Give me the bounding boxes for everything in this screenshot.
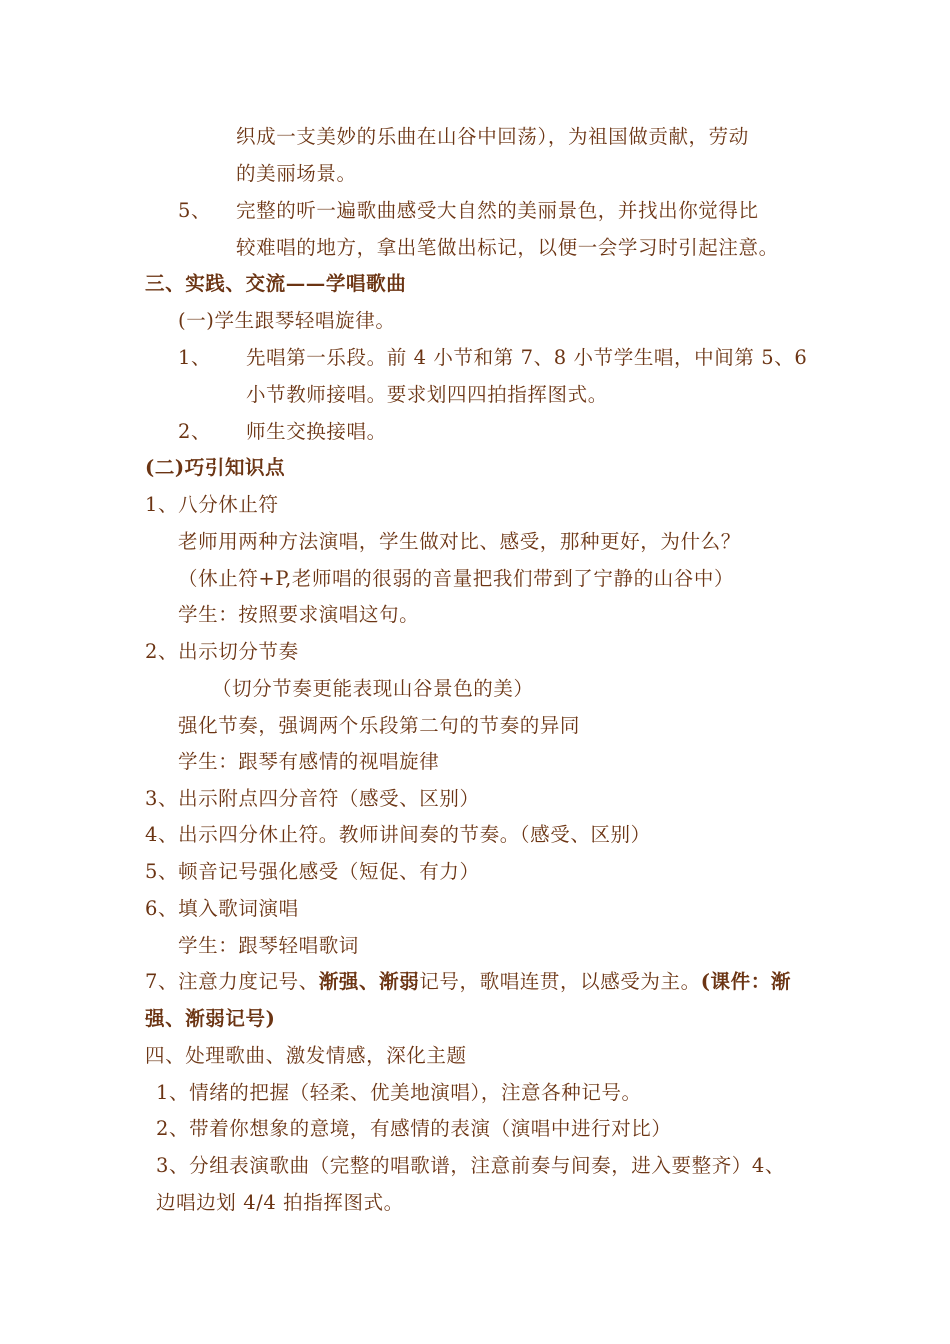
list-item-number: 1、 bbox=[178, 346, 212, 369]
list-item bbox=[145, 969, 791, 995]
sub-heading: (二)巧引知识点 bbox=[145, 456, 286, 479]
paragraph-line: 边唱边划 4/4 拍指挥图式。 bbox=[156, 1191, 404, 1214]
paragraph-line: （休止符+P,老师唱的很弱的音量把我们带到了宁静的山谷中） bbox=[178, 567, 735, 590]
paragraph-line: 的美丽场景。 bbox=[236, 162, 357, 185]
paragraph-line: 学生：跟琴轻唱歌词 bbox=[178, 934, 359, 957]
paragraph-line: 织成一支美妙的乐曲在山谷中回荡），为祖国做贡献，劳动 bbox=[236, 125, 749, 148]
paragraph-line: （切分节奏更能表现山谷景色的美） bbox=[212, 677, 534, 700]
section-heading: 四、处理歌曲、激发情感，深化主题 bbox=[145, 1044, 467, 1067]
list-item-number: 2、 bbox=[178, 420, 212, 443]
paragraph-line: 学生：跟琴有感情的视唱旋律 bbox=[178, 750, 440, 773]
list-item-text: 7、注意力度记号、 bbox=[145, 970, 319, 993]
list-item: 3、分组表演歌曲（完整的唱歌谱，注意前奏与间奏，进入要整齐）4、 bbox=[156, 1154, 786, 1177]
list-item-text: 先唱第一乐段。前 4 小节和第 7、8 小节学生唱，中间第 5、6 bbox=[246, 346, 808, 369]
paragraph-line: 老师用两种方法演唱，学生做对比、感受，那种更好，为什么？ bbox=[178, 530, 741, 553]
list-item: 3、出示附点四分音符（感受、区别） bbox=[145, 787, 480, 810]
paragraph-line: 学生：按照要求演唱这句。 bbox=[178, 603, 420, 626]
emphasis-line: 强、渐弱记号) bbox=[145, 1007, 276, 1030]
list-item: 2、出示切分节奏 bbox=[145, 640, 299, 663]
list-item-number: 5、 bbox=[178, 199, 212, 222]
list-item: 4、出示四分休止符。教师讲间奏的节奏。（感受、区别） bbox=[145, 823, 651, 846]
list-item: 1、情绪的把握（轻柔、优美地演唱），注意各种记号。 bbox=[156, 1081, 642, 1104]
list-item-text: 完整的听一遍歌曲感受大自然的美丽景色，并找出你觉得比 bbox=[236, 199, 759, 222]
paragraph-line: 强化节奏，强调两个乐段第二句的节奏的异同 bbox=[178, 714, 581, 737]
paragraph-line: 较难唱的地方，拿出笔做出标记，以便一会学习时引起注意。 bbox=[236, 236, 779, 259]
list-item: 2、带着你想象的意境，有感情的表演（演唱中进行对比） bbox=[156, 1117, 672, 1140]
list-item: 5、顿音记号强化感受（短促、有力） bbox=[145, 860, 480, 883]
emphasis-text: 渐强、渐弱 bbox=[318, 970, 420, 993]
section-heading: 三、实践、交流——学唱歌曲 bbox=[145, 272, 407, 295]
sub-heading: (一)学生跟琴轻唱旋律。 bbox=[178, 309, 396, 332]
list-item: 1、八分休止符 bbox=[145, 493, 279, 516]
list-item-text: 师生交换接唱。 bbox=[246, 420, 387, 443]
list-item: 6、填入歌词演唱 bbox=[145, 897, 299, 920]
emphasis-text: (课件：渐 bbox=[700, 970, 791, 993]
paragraph-line: 小节教师接唱。要求划四四拍指挥图式。 bbox=[246, 383, 608, 406]
list-item-text: 记号，歌唱连贯，以感受为主。 bbox=[419, 970, 701, 993]
